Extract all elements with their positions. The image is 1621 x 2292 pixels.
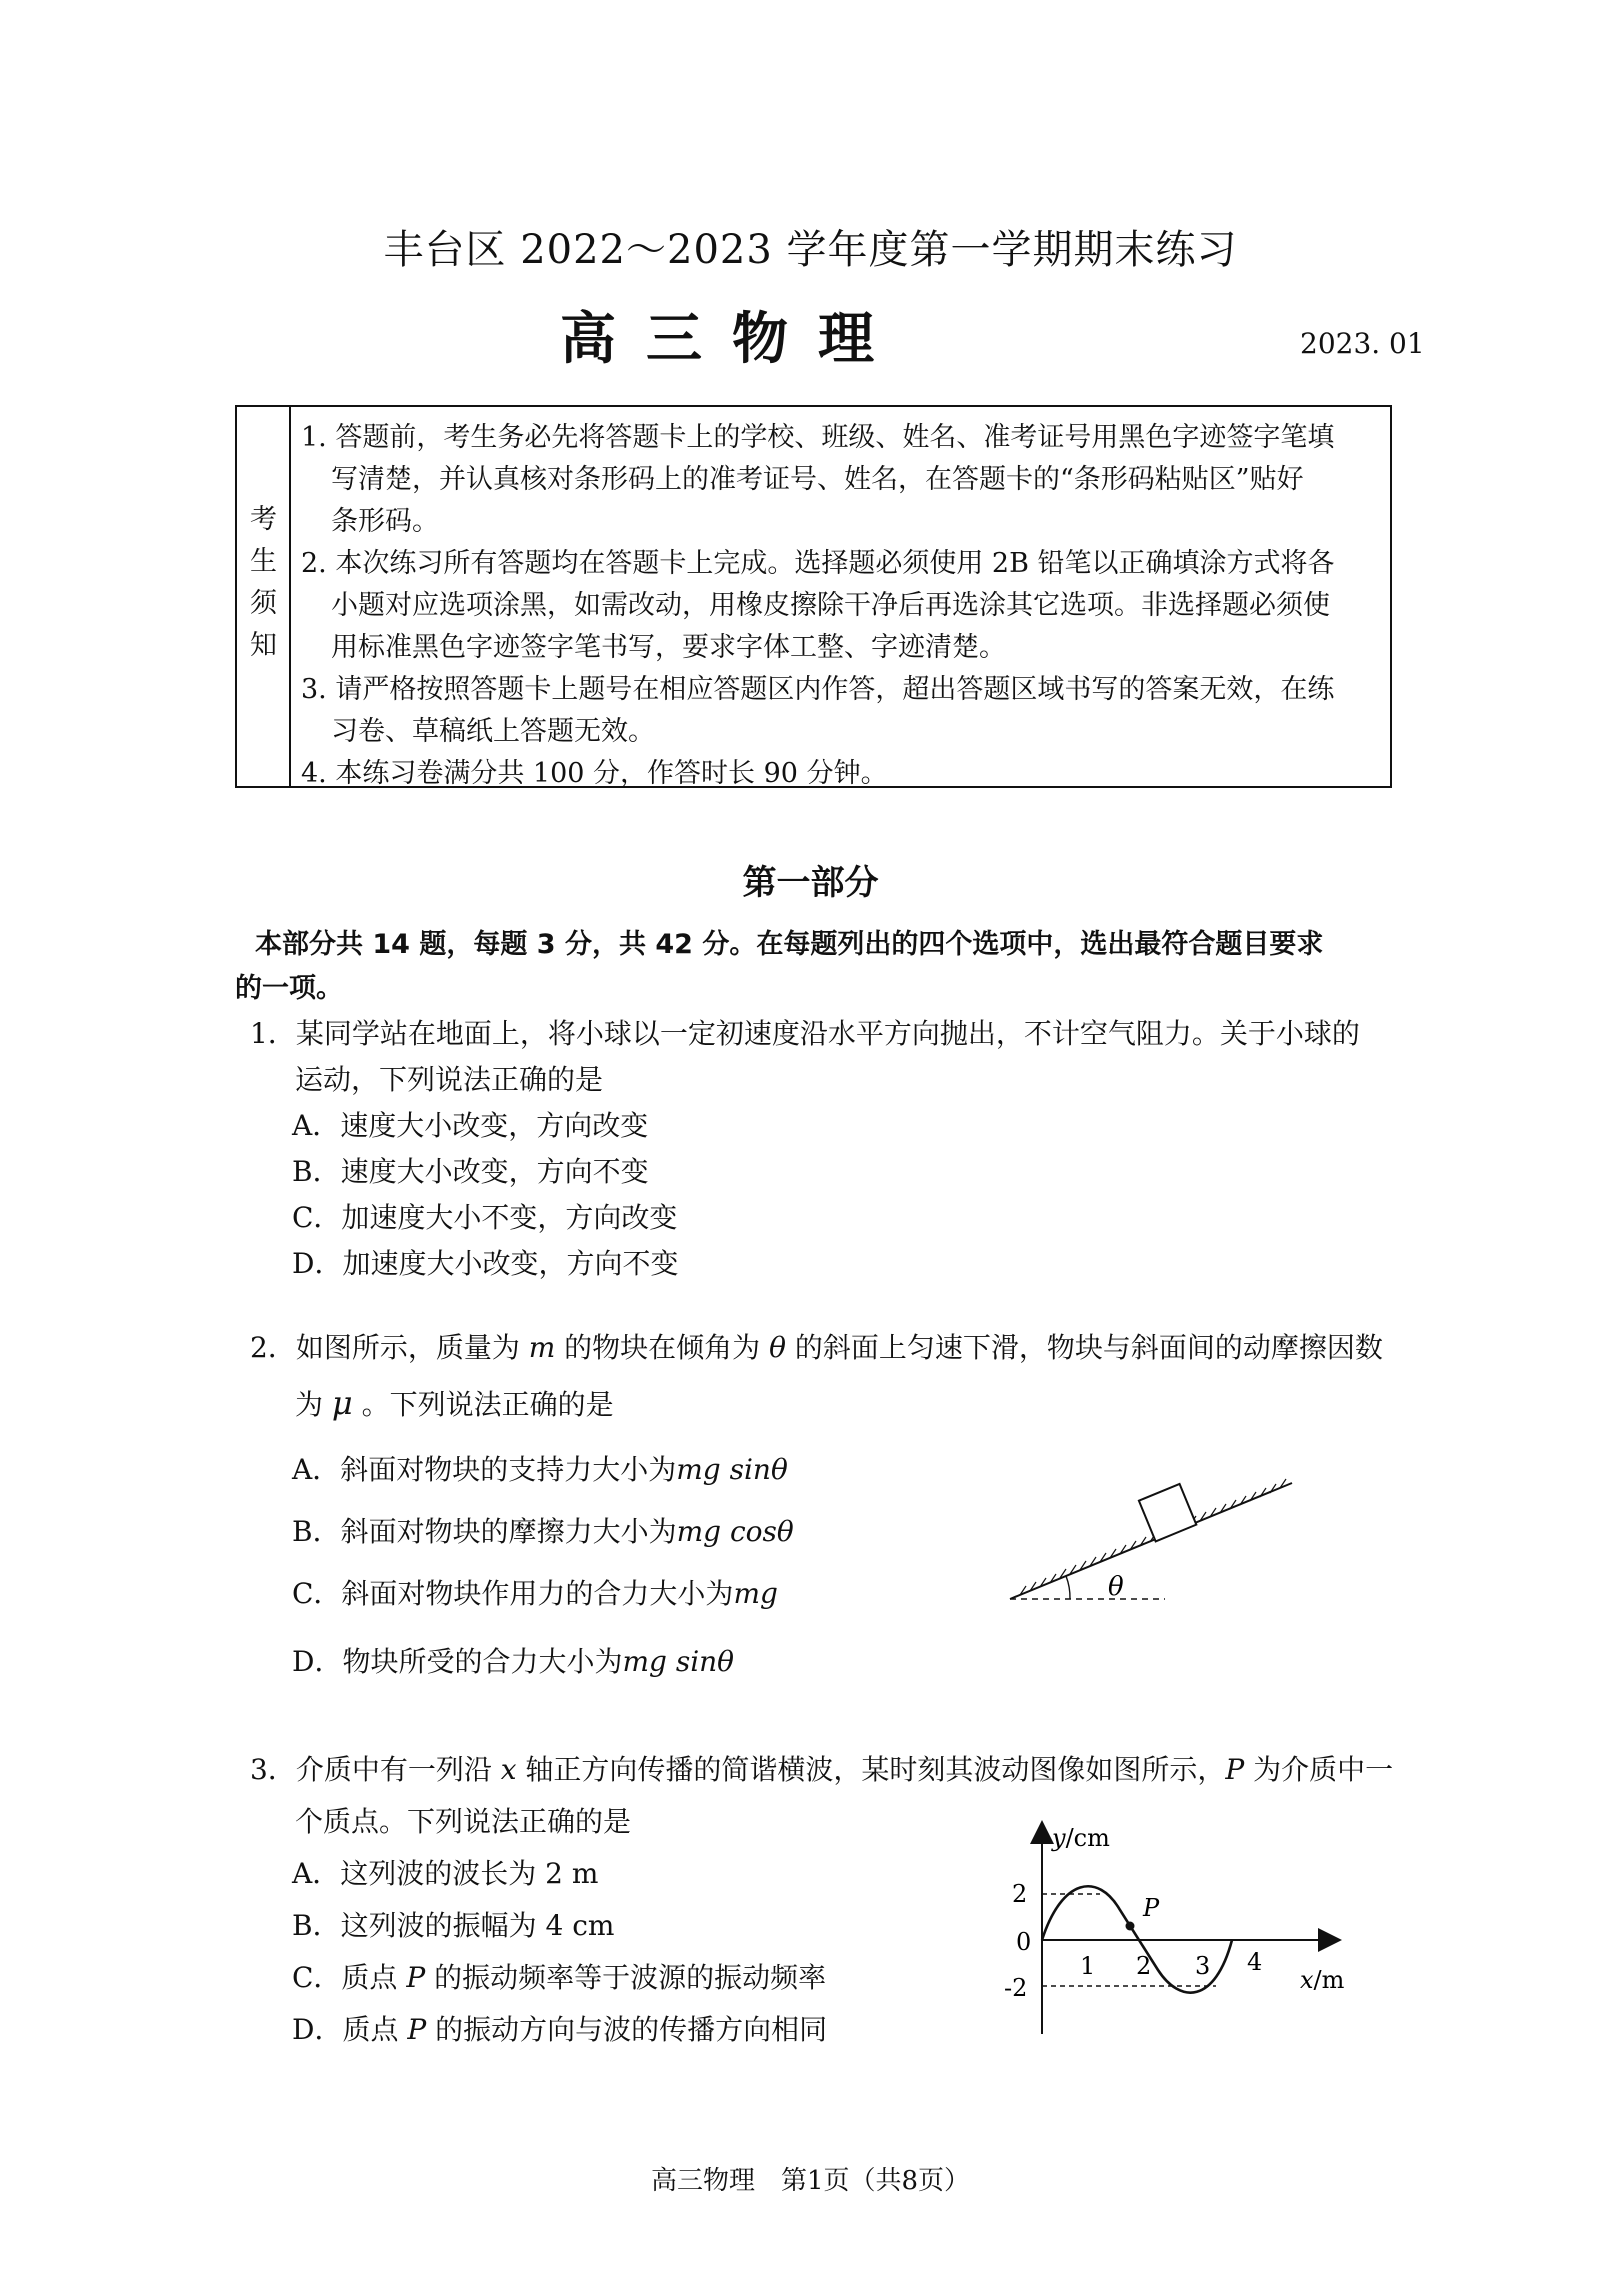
y-tick-label: 2 xyxy=(1012,1880,1028,1908)
q3-stem-text: 3．介质中有一列沿 xyxy=(250,1753,501,1786)
x-tick-label: 3 xyxy=(1195,1952,1211,1980)
q3-stem-text: 轴正方向传播的简谐横波，某时刻其波动图像如图所示， xyxy=(516,1753,1226,1786)
q1-stem-line: 运动，下列说法正确的是 xyxy=(295,1063,604,1096)
y-axis-label: y/cm xyxy=(1052,1824,1110,1852)
q2-stem-text: 的物块在倾角为 xyxy=(555,1331,770,1364)
incline-figure xyxy=(1000,1465,1310,1615)
q2-option-c xyxy=(292,1572,778,1612)
q3-option-d xyxy=(292,2008,827,2048)
q2-stem-text: 为 xyxy=(295,1388,332,1421)
q1-option-a: A．速度大小改变，方向改变 xyxy=(292,1109,649,1142)
q2-stem-line xyxy=(250,1326,1383,1366)
q3-stem-line: 个质点。下列说法正确的是 xyxy=(295,1805,632,1838)
notice-label-char: 知 xyxy=(250,630,277,661)
q2-option-formula: mg sinθ xyxy=(622,1645,735,1678)
q2-option-text: B．斜面对物块的摩擦力大小为 xyxy=(292,1515,677,1548)
point-p-label: P xyxy=(1143,1894,1160,1922)
notice-line: 写清楚，并认真核对条形码上的准考证号、姓名，在答题卡的“条形码粘贴区”贴好 xyxy=(331,464,1304,495)
q2-option-b xyxy=(292,1510,794,1550)
q3-var-p: P xyxy=(407,2013,427,2046)
notice-line: 条形码。 xyxy=(331,506,439,537)
q3-option-text: 的振动频率等于波源的振动频率 xyxy=(425,1961,827,1994)
part-intro-line: 本部分共 14 题，每题 3 分，共 42 分。在每题列出的四个选项中，选出最符合题目要求 xyxy=(255,929,1324,960)
candidate-notice-box xyxy=(235,405,1392,788)
q2-stem-text: 的斜面上匀速下滑，物块与斜面间的动摩擦因数 xyxy=(785,1331,1383,1364)
x-tick-label: 2 xyxy=(1136,1952,1152,1980)
q3-option-a xyxy=(292,1852,598,1892)
notice-line: 1. 答题前，考生务必先将答题卡上的学校、班级、姓名、准考证号用黑色字迹签字笔填 xyxy=(301,422,1335,453)
subject-title: 高三物理 xyxy=(560,307,904,372)
notice-line: 3. 请严格按照答题卡上题号在相应答题区内作答，超出答题区域书写的答案无效，在练 xyxy=(301,674,1335,705)
point-p xyxy=(1126,1922,1135,1931)
x-tick-label: 4 xyxy=(1247,1948,1263,1976)
page-footer: 高三物理 第1页（共8页） xyxy=(650,2166,971,2196)
q1-stem-line: 1．某同学站在地面上，将小球以一定初速度沿水平方向抛出，不计空气阻力。关于小球的 xyxy=(250,1017,1360,1050)
q3-var-x: x xyxy=(500,1753,517,1786)
x-axis-label: x/m xyxy=(1300,1966,1345,1994)
q3-stem-text: 为介质中一 xyxy=(1244,1753,1394,1786)
q3-var-p: P xyxy=(406,1961,426,1994)
q2-option-formula: mg cosθ xyxy=(676,1515,794,1548)
exam-date: 2023. 01 xyxy=(1300,327,1425,360)
q2-option-formula: mg sinθ xyxy=(676,1453,788,1486)
q3-option-c xyxy=(292,1956,826,1996)
q1-option-b: B．速度大小改变，方向不变 xyxy=(292,1155,649,1188)
angle-label: θ xyxy=(1108,1572,1124,1602)
q2-option-text: D．物块所受的合力大小为 xyxy=(292,1645,623,1678)
q3-stem-line xyxy=(250,1748,1393,1788)
q2-option-formula: mg xyxy=(733,1577,778,1610)
exam-title: 丰台区 2022～2023 学年度第一学期期末练习 xyxy=(383,227,1238,273)
q2-var-mu: μ xyxy=(331,1384,353,1422)
notice-label-char: 生 xyxy=(250,546,277,577)
q2-var-m: m xyxy=(528,1331,556,1364)
q3-option-b xyxy=(292,1904,614,1944)
q3-option-text: C．质点 xyxy=(292,1961,407,1994)
notice-line: 习卷、草稿纸上答题无效。 xyxy=(331,716,655,747)
q3-option-text: B．这列波的振幅为 4 cm xyxy=(292,1909,615,1942)
y-tick-label: -2 xyxy=(1004,1974,1028,2002)
wave-graph xyxy=(1000,1812,1360,2042)
notice-label xyxy=(237,407,291,786)
q3-option-text: A．这列波的波长为 2 m xyxy=(292,1857,599,1890)
q2-var-theta: θ xyxy=(769,1331,786,1364)
notice-line: 用标准黑色字迹签字笔书写，要求字体工整、字迹清楚。 xyxy=(331,632,1006,663)
q2-stem-text: 2．如图所示，质量为 xyxy=(250,1331,529,1364)
q2-option-text: C．斜面对物块作用力的合力大小为 xyxy=(292,1577,734,1610)
notice-label-char: 须 xyxy=(250,588,277,619)
q2-option-a xyxy=(292,1448,788,1488)
block xyxy=(1139,1484,1196,1541)
y-tick-label: 0 xyxy=(1016,1928,1032,1956)
x-tick-label: 1 xyxy=(1080,1952,1096,1980)
notice-line: 4. 本练习卷满分共 100 分，作答时长 90 分钟。 xyxy=(301,758,888,789)
angle-arc xyxy=(1066,1576,1070,1599)
notice-label-char: 考 xyxy=(250,504,277,535)
q2-stem-text: 。下列说法正确的是 xyxy=(352,1388,614,1421)
notice-line: 小题对应选项涂黑，如需改动，用橡皮擦除干净后再选涂其它选项。非选择题必须使 xyxy=(331,590,1330,621)
q2-stem-line xyxy=(295,1383,614,1423)
q3-option-text: D．质点 xyxy=(292,2013,408,2046)
q1-option-d: D．加速度大小改变，方向不变 xyxy=(292,1247,679,1280)
part-intro-line: 的一项。 xyxy=(235,973,343,1004)
notice-line: 2. 本次练习所有答题均在答题卡上完成。选择题必须使用 2B 铅笔以正确填涂方式将各 xyxy=(301,548,1335,579)
part-title: 第一部分 xyxy=(742,863,879,903)
q3-var-p: P xyxy=(1225,1753,1245,1786)
q2-option-d xyxy=(292,1640,734,1680)
q1-option-c: C．加速度大小不变，方向改变 xyxy=(292,1201,678,1234)
q3-option-text: 的振动方向与波的传播方向相同 xyxy=(426,2013,828,2046)
q2-option-text: A．斜面对物块的支持力大小为 xyxy=(292,1453,677,1486)
